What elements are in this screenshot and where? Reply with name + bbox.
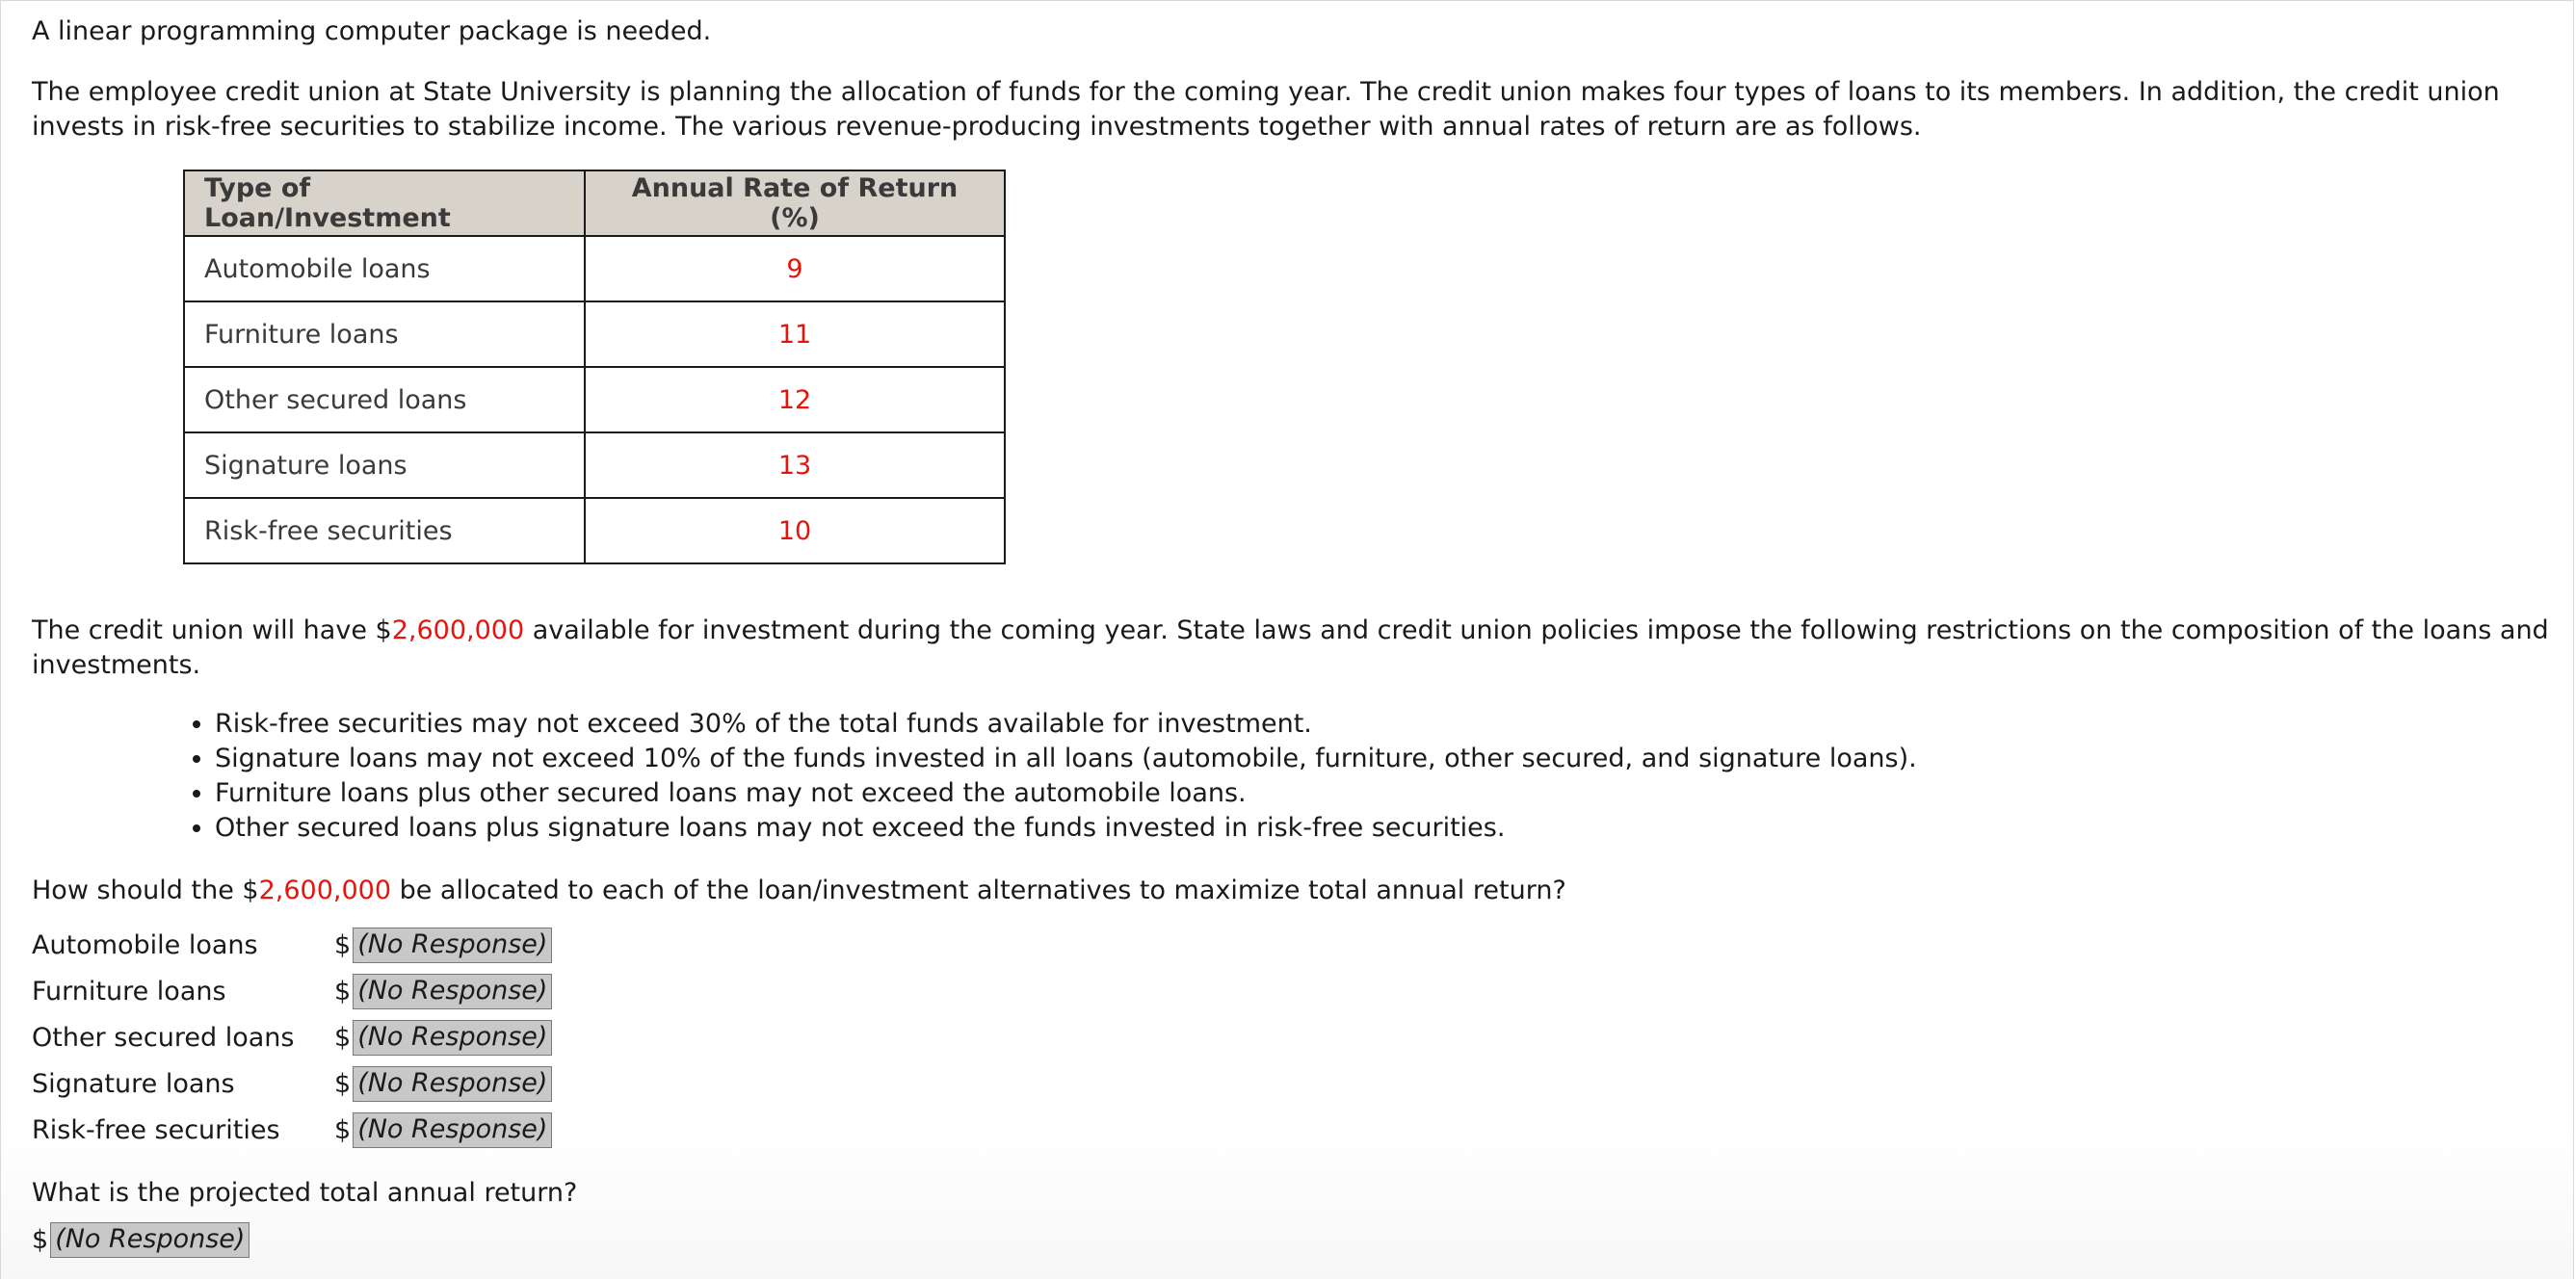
- loan-type-cell: Other secured loans: [184, 367, 585, 432]
- answer-list: [32, 922, 552, 1153]
- question-amount: 2,600,000: [258, 876, 392, 905]
- header-rate: Annual Rate of Return (%): [585, 170, 1005, 236]
- answer-row-other-secured: [32, 1014, 552, 1060]
- total-return-response[interactable]: (No Response): [50, 1222, 250, 1258]
- list-item: • Risk-free securities may not exceed 30% of the total funds available for investment.: [215, 707, 1917, 742]
- table-row: [184, 236, 1005, 301]
- signature-loans-response[interactable]: (No Response): [353, 1066, 552, 1102]
- other-secured-loans-response[interactable]: (No Response): [353, 1020, 552, 1056]
- funds-text-after: available for investment during the coming year. State laws and credit union policies impose the following restrictions on the composition of the loans and investments.: [32, 615, 2549, 680]
- list-item: • Signature loans may not exceed 10% of the funds invested in all loans (automobile, furniture, other secured, and signature loans).: [215, 742, 1917, 776]
- answer-row-risk-free: [32, 1107, 552, 1153]
- loan-type-cell: Risk-free securities: [184, 498, 585, 563]
- currency-symbol: $: [334, 1068, 352, 1099]
- loan-type-cell: Automobile loans: [184, 236, 585, 301]
- loan-type-cell: Furniture loans: [184, 301, 585, 367]
- intro-text: A linear programming computer package is needed.: [32, 16, 712, 46]
- currency-symbol: $: [32, 1225, 49, 1255]
- currency-symbol: $: [334, 976, 352, 1006]
- answer-label: Automobile loans: [32, 929, 258, 960]
- rate-cell: 10: [585, 498, 1005, 563]
- table-row: [184, 367, 1005, 432]
- answer-label: Other secured loans: [32, 1022, 295, 1053]
- rate-cell: 9: [585, 236, 1005, 301]
- table-row: [184, 498, 1005, 563]
- funds-amount: 2,600,000: [391, 615, 525, 645]
- answer-row-signature: [32, 1060, 552, 1107]
- answer-label: Signature loans: [32, 1068, 235, 1099]
- table-row: [184, 301, 1005, 367]
- list-item: • Furniture loans plus other secured loans may not exceed the automobile loans.: [215, 776, 1917, 811]
- automobile-loans-response[interactable]: (No Response): [353, 928, 552, 963]
- total-return-row: [32, 1222, 250, 1258]
- rate-cell: 13: [585, 432, 1005, 498]
- funds-paragraph: [32, 614, 2556, 683]
- answer-label: Risk-free securities: [32, 1114, 280, 1145]
- total-return-question: What is the projected total annual return?: [32, 1178, 578, 1208]
- furniture-loans-response[interactable]: (No Response): [353, 974, 552, 1009]
- allocation-question: [32, 874, 1566, 908]
- currency-symbol: $: [334, 929, 352, 960]
- rate-cell: 12: [585, 367, 1005, 432]
- loan-type-cell: Signature loans: [184, 432, 585, 498]
- list-item: • Other secured loans plus signature loans may not exceed the funds invested in risk-free securities.: [215, 811, 1917, 846]
- currency-symbol: $: [334, 1022, 352, 1053]
- table-header-row: [184, 170, 1005, 236]
- restrictions-list: [184, 707, 1917, 846]
- answer-row-furniture: [32, 968, 552, 1014]
- answer-row-automobile: [32, 922, 552, 968]
- answer-label: Furniture loans: [32, 976, 226, 1006]
- header-type: Type of Loan/Investment: [184, 170, 585, 236]
- rate-cell: 11: [585, 301, 1005, 367]
- funds-text-before: The credit union will have $: [32, 615, 392, 645]
- question-text-after: be allocated to each of the loan/investment alternatives to maximize total annual return?: [391, 876, 1566, 905]
- currency-symbol: $: [334, 1114, 352, 1145]
- table-row: [184, 432, 1005, 498]
- question-text-before: How should the $: [32, 876, 259, 905]
- risk-free-securities-response[interactable]: (No Response): [353, 1112, 552, 1148]
- rates-table: [183, 170, 1006, 564]
- description-paragraph: The employee credit union at State University is planning the allocation of funds for the coming year. The credit union makes four types of loans to its members. In addition, the credit union invests in risk-free securities to stabilize income. The various revenue-producing investments together with annual rates of return are as follows.: [32, 77, 2500, 142]
